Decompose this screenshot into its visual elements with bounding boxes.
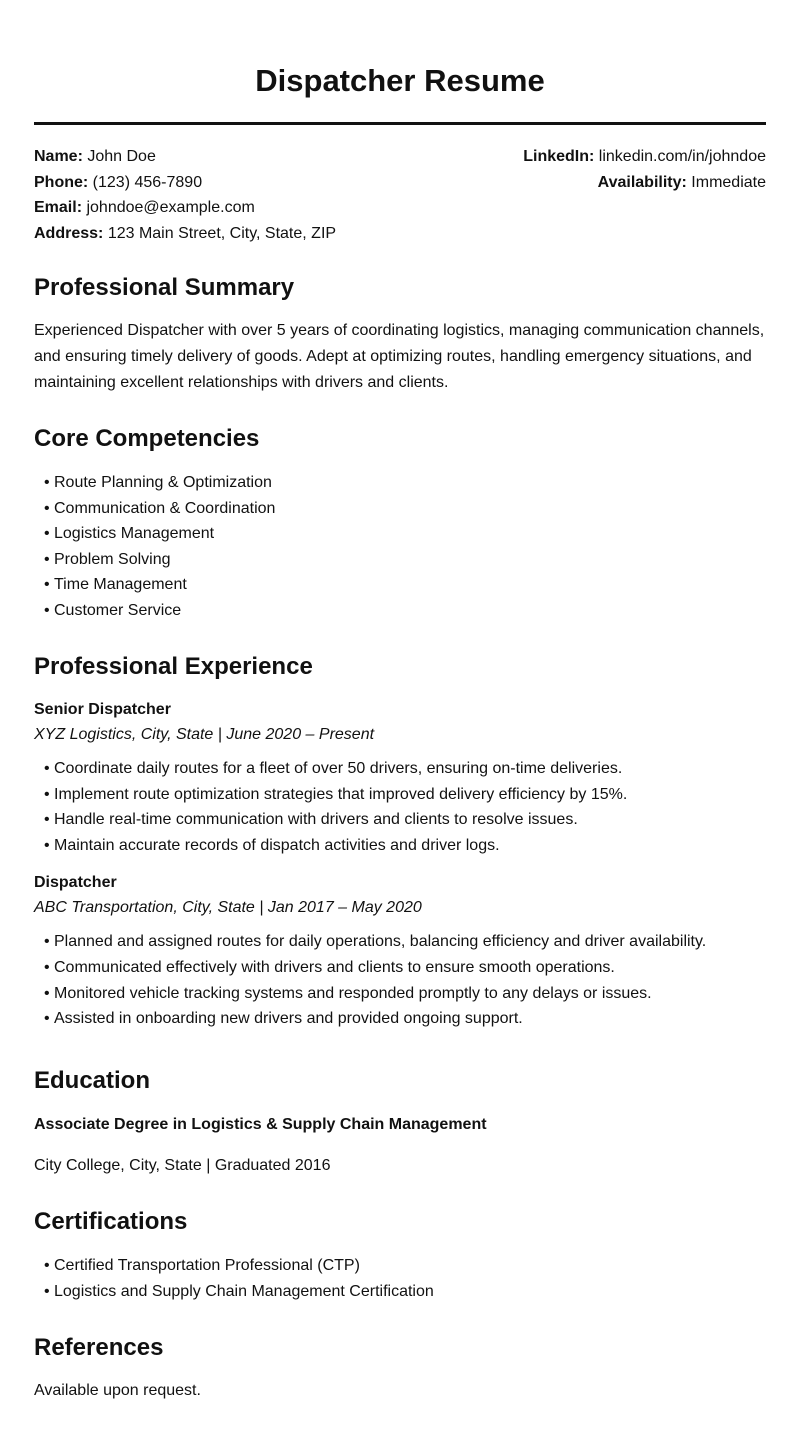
contact-linkedin: [446, 144, 766, 170]
list-item: • Coordinate daily routes for a fleet of over 50 drivers, ensuring on-time deliveries.: [44, 756, 774, 782]
list-item: • Logistics Management: [44, 521, 774, 547]
references-text: Available upon request.: [34, 1382, 201, 1399]
linkedin-label: LinkedIn:: [523, 148, 595, 165]
experience-heading: Professional Experience: [34, 653, 313, 680]
list-item: • Monitored vehicle tracking systems and responded promptly to any delays or issues.: [44, 981, 774, 1007]
list-item: • Certified Transportation Professional (CTP): [44, 1253, 774, 1279]
contact-phone: [34, 170, 454, 196]
references-section: [34, 1333, 774, 1404]
title-divider: [34, 122, 766, 125]
list-item: • Handle real-time communication with drivers and clients to resolve issues.: [44, 807, 774, 833]
summary-text: Experienced Dispatcher with over 5 years of coordinating logistics, managing communication channels, and ensuring timely delivery of goods. Adept at optimizing routes, handling emergency situations, and maintaining excellent relationships with drivers and clients.: [34, 322, 765, 391]
education-section: [34, 1066, 774, 1179]
availability-value: Immediate: [691, 173, 766, 191]
job-entry: [34, 871, 774, 1031]
email-value: johndoe@example.com: [86, 199, 255, 216]
job-bullets: [34, 756, 774, 858]
competencies-section: [34, 424, 774, 624]
list-item: • Time Management: [44, 572, 774, 598]
address-label: Address:: [34, 224, 104, 242]
list-item: • Implement route optimization strategies that improved delivery efficiency by 15%.: [44, 782, 774, 808]
name-label: Name:: [34, 148, 83, 165]
contact-email: [34, 195, 454, 221]
list-item: • Maintain accurate records of dispatch activities and driver logs.: [44, 833, 774, 859]
contact-name: [34, 144, 454, 170]
certifications-list: [34, 1253, 774, 1304]
contact-info-right: [446, 144, 766, 195]
list-item: • Communicated effectively with drivers and clients to ensure smooth operations.: [44, 955, 774, 981]
list-item: • Problem Solving: [44, 547, 774, 573]
email-label: Email:: [34, 199, 83, 216]
list-item: • Planned and assigned routes for daily operations, balancing efficiency and driver availability.: [44, 929, 774, 955]
list-item: • Communication & Coordination: [44, 496, 774, 522]
references-heading: References: [34, 1334, 164, 1361]
contact-address: [34, 221, 454, 247]
education-degree: Associate Degree in Logistics & Supply Chain Management: [34, 1116, 487, 1133]
contact-availability: [446, 170, 766, 196]
certifications-heading: Certifications: [34, 1208, 188, 1235]
list-item: • Customer Service: [44, 598, 774, 624]
linkedin-value: linkedin.com/in/johndoe: [598, 148, 766, 165]
contact-info-left: [34, 144, 454, 246]
list-item: • Route Planning & Optimization: [44, 470, 774, 496]
summary-section: [34, 273, 774, 396]
job-meta: XYZ Logistics, City, State | June 2020 – Present: [34, 726, 375, 743]
competencies-list: [34, 470, 774, 624]
phone-label: Phone:: [34, 173, 89, 191]
experience-section: [34, 652, 774, 1032]
list-item: • Assisted in onboarding new drivers and provided ongoing support.: [44, 1006, 774, 1032]
list-item: • Logistics and Supply Chain Management Certification: [44, 1279, 774, 1305]
job-entry: [34, 698, 774, 858]
name-value: John Doe: [87, 148, 156, 165]
address-value: 123 Main Street, City, State, ZIP: [107, 224, 337, 242]
availability-label: Availability:: [597, 173, 687, 191]
summary-heading: Professional Summary: [34, 274, 295, 301]
competencies-heading: Core Competencies: [34, 425, 260, 452]
job-bullets: [34, 929, 774, 1031]
job-meta: ABC Transportation, City, State | Jan 2017 – May 2020: [34, 899, 422, 917]
education-school: City College, City, State | Graduated 2016: [34, 1157, 331, 1174]
page-title: Dispatcher Resume: [255, 63, 545, 98]
education-heading: Education: [34, 1067, 151, 1094]
phone-value: (123) 456-7890: [92, 173, 203, 191]
certifications-section: [34, 1207, 774, 1304]
job-title: Senior Dispatcher: [34, 701, 171, 718]
job-title: Dispatcher: [34, 874, 117, 892]
